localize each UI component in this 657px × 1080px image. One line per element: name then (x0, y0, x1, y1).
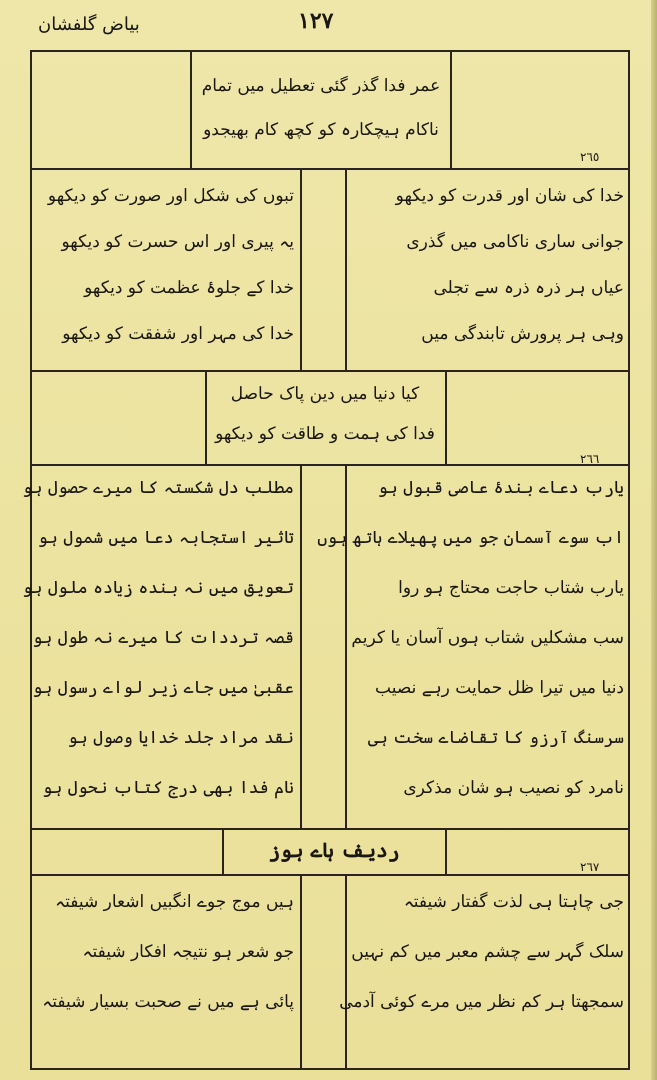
verse-line: سب مشکلیں شتاب ہوں آسان یا کریم (351, 628, 624, 648)
verse-line: ناکام ہیچکارہ کو کچھ کام بھیجدو (203, 120, 439, 140)
verse-line: سلک گہر سے چشم معبر میں کم نہیں (351, 942, 624, 962)
divider (30, 464, 630, 466)
verse-line: جو شعر ہو نتیجہ افکار شیفتہ (82, 942, 294, 962)
divider (30, 874, 630, 876)
verse-line: جوانی ساری ناکامی میں گذری (406, 232, 624, 252)
verse-line: اب سوے آسمان جو میں پھیلاے ہاتھ ہوں (317, 528, 624, 548)
verse-line: نقد مراد جلد خدایا وصول ہو (67, 728, 294, 748)
divider (30, 370, 630, 372)
divider (445, 370, 447, 464)
verse-line: پائی ہے میں نے صحبت بسیار شیفتہ (42, 992, 294, 1012)
divider (345, 168, 347, 370)
divider (300, 874, 302, 1070)
verse-line: عقبیٰ میں جاے زیر لواے رسول ہو (32, 678, 294, 698)
divider (205, 370, 207, 464)
book-title: بیاض گلفشان (38, 14, 140, 35)
verse-line: تاثیر استجابہ دعا میں شمول ہو (37, 528, 294, 548)
verse-line: عیاں ہر ذرہ ذرہ سے تجلی (433, 278, 624, 298)
divider (190, 50, 192, 168)
divider (345, 874, 347, 1070)
verse-number: ٢٦٧ (580, 860, 600, 874)
verse-line: یہ پیری اور اس حسرت کو دیکھو (61, 232, 294, 252)
verse-line: وہی ہر پرورش تابندگی میں (421, 324, 624, 344)
verse-number: ٢٦٦ (580, 452, 600, 466)
divider (30, 168, 630, 170)
verse-line: خدا کی شان اور قدرت کو دیکھو (395, 186, 624, 206)
page-number: ١٢٧ (298, 8, 334, 34)
verse-line: خدا کی مہر اور شفقت کو دیکھو (62, 324, 294, 344)
verse-line: نام فدا بھی درج کتاب نحول ہو (42, 778, 294, 798)
verse-line: کیا دنیا میں دین پاک حاصل (230, 384, 420, 404)
verse-line: خدا کے جلوۂ عظمت کو دیکھو (84, 278, 294, 298)
verse-line: سرسنگ آرزو کا تقاضاے سخت ہی (367, 728, 624, 748)
verse-line: تبوں کی شکل اور صورت کو دیکھو (47, 186, 294, 206)
verse-number: ٢٦٥ (580, 150, 600, 164)
verse-line: قصہ ترددات کا میرے نہ طول ہو (32, 628, 294, 648)
verse-line: یارب شتاب حاجت محتاج ہو روا (398, 578, 624, 598)
verse-line: جی چاہتا ہی لذت گفتار شیفتہ (403, 892, 624, 912)
verse-line: عمر فدا گذر گئی تعطیل میں تمام (201, 76, 441, 96)
verse-line: یارب دعاے بندۂ عاصی قبول ہو (377, 478, 624, 498)
divider (445, 828, 447, 874)
page-edge (651, 0, 657, 1080)
verse-line: سمجھتا ہر کم نظر میں مرے کوئی آدمی (339, 992, 624, 1012)
divider (345, 464, 347, 828)
divider (450, 50, 452, 168)
divider (222, 828, 224, 874)
verse-line: فدا کی ہمت و طاقت کو دیکھو (215, 424, 435, 444)
verse-line: دنیا میں تیرا ظل حمایت رہے نصیب (375, 678, 624, 698)
verse-line: تعویق میں نہ بندہ زیادہ ملول ہو (22, 578, 294, 598)
divider (30, 828, 630, 830)
section-heading: ردیف ہاے ہوز (268, 838, 400, 862)
verse-line: مطلب دل شکستہ کا میرے حصول ہو (22, 478, 294, 498)
divider (300, 464, 302, 828)
verse-line: نامرد کو نصیب ہو شان مذکری (403, 778, 624, 798)
verse-line: ہیں موج جوے انگبیں اشعار شیفتہ (55, 892, 294, 912)
divider (300, 168, 302, 370)
